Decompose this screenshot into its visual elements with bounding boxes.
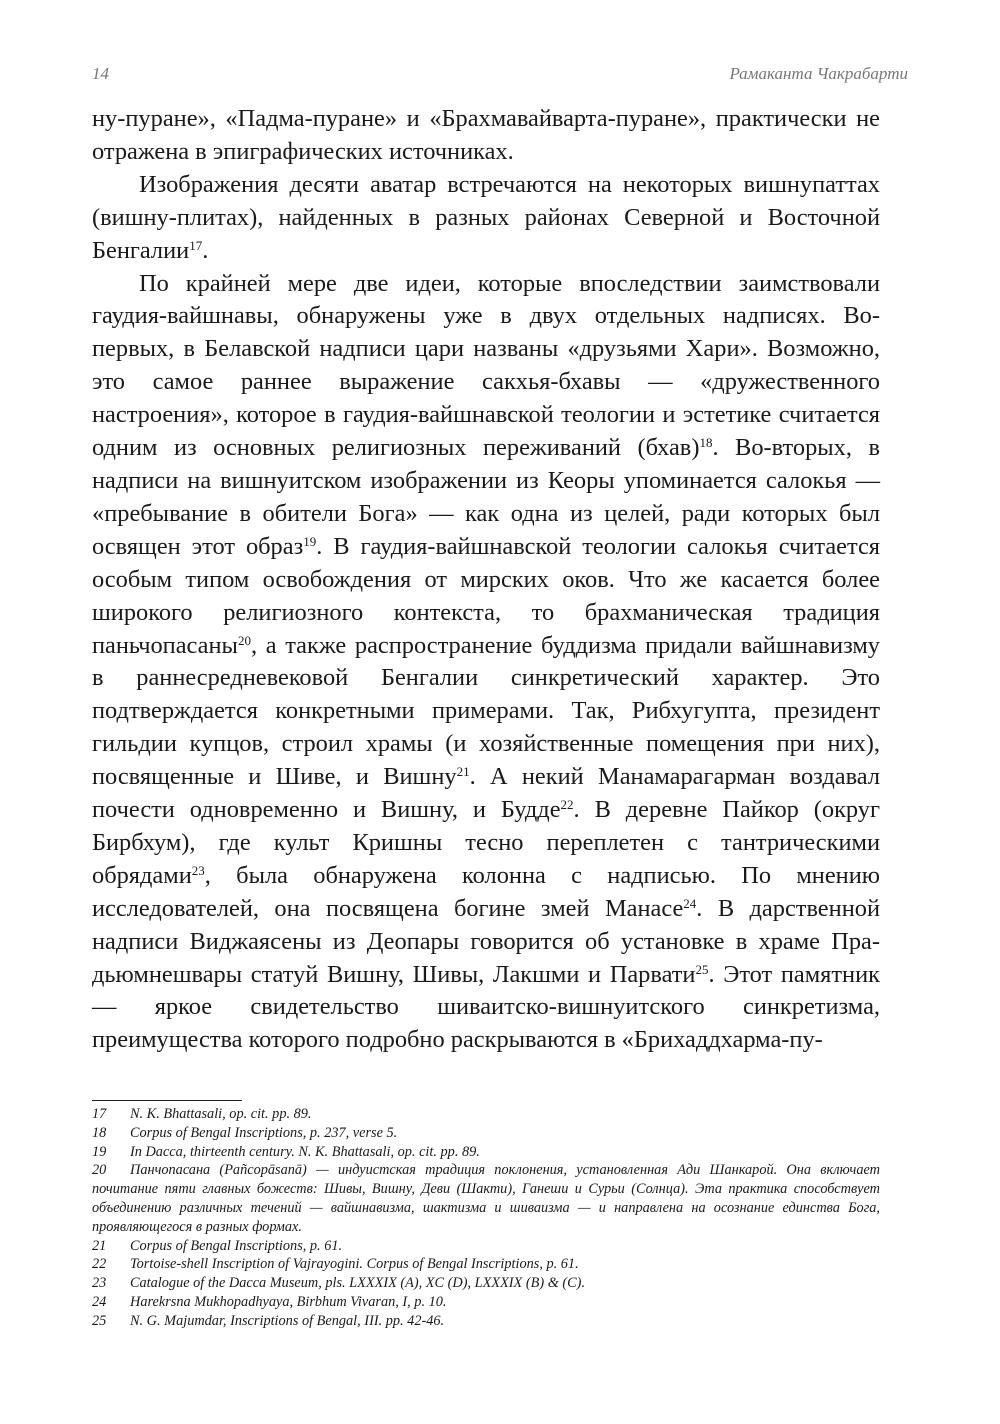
footnote (92, 1143, 880, 1162)
footnote-reference[interactable]: 19 (303, 533, 317, 549)
page-number: 14 (92, 64, 109, 83)
footnote-number: 18 (92, 1124, 107, 1141)
paragraph-text: . Этот памятник — яркое свидетельство шиваитско-вишнуитского синкретизма, преимущества которого подробно раскрываются в «Брихаддхарма-пу- (92, 960, 880, 1054)
paragraph (92, 169, 880, 268)
footnote-reference[interactable]: 25 (695, 961, 709, 977)
footnote-reference[interactable]: 22 (560, 796, 574, 812)
footnote-text: Corpus of Bengal Inscriptions, p. 237, verse 5. (130, 1124, 398, 1141)
paragraph-text: , а также распространение буддизма придали вайшнавизму в раннесредневековой Бенгалии синкретический характер. Это подтверждается конкретными примерами. Так, Рибхугупта, президент гильдии купцов, строил храмы (и хозяйственные помещения при них), посвященные и Шиве, и Вишну (92, 631, 880, 791)
footnote-separator (92, 1100, 242, 1101)
footnote-number: 20 (92, 1162, 107, 1179)
footnote-text: N. G. Majumdar, Inscriptions of Bengal, III. pp. 42-46. (130, 1312, 445, 1329)
footnote-reference[interactable]: 17 (189, 237, 203, 253)
footnote (92, 1124, 880, 1143)
footnote-text: Панчопасана (Pañcopāsanā) — индуистская традиция поклонения, установленная Ади Шанкарой. Она включает почитание пяти главных божеств: Шивы, Вишну, Деви (Шакти), Ганеши и Сурьи (Солнца). Эта практика способствует объединению различных течений — вайшнавизма, шактизма и шиваизма — и направлена на осознание единства Бога, проявляющегося в разных формах. (92, 1162, 880, 1235)
footnote-text: In Dacca, thirteenth century. N. K. Bhattasali, op. cit. pp. 89. (130, 1143, 480, 1160)
footnote-reference[interactable]: 20 (237, 632, 251, 648)
paragraph-text: . В дарственной надписи Виджаясены из Деопары говорится об установке в храме Прадьюмнешвары статуй Вишну, Шивы, Лакшми и Парвати (92, 894, 880, 988)
paragraph-text: , была обнаружена колонна с надписью. По мнению исследователей, она посвящена богине змей Манасе (92, 861, 880, 922)
footnote (92, 1161, 880, 1236)
paragraph-text: . (202, 236, 209, 264)
running-head-author: Рамаканта Чакрабарти (729, 64, 908, 83)
footnote-number: 19 (92, 1143, 107, 1160)
footnote-reference[interactable]: 24 (683, 895, 697, 911)
paragraph-text: . Во-вторых, в надписи на вишнуитском изображении из Кеоры упоминается салокья — «пребывание в обители Бога» — как одна из целей, ради которых был освящен этот образ (92, 434, 880, 560)
paragraph (92, 268, 880, 1058)
footnote-reference[interactable]: 23 (191, 862, 205, 878)
footnote (92, 1105, 880, 1124)
main-text (92, 103, 880, 1057)
footnotes (92, 1105, 880, 1331)
footnote-number: 25 (92, 1312, 107, 1329)
footnote-number: 22 (92, 1256, 107, 1273)
paragraph-text: ну-пуране», «Падма-пуране» и «Брахмавайварта-пуране», практически не отражена в эпиграфических источниках. (92, 105, 880, 165)
paragraph (92, 103, 880, 169)
paragraph-text: . В деревне Пайкор (округ Бирбхум), где культ Кришны тесно переплетен с тантрическими обрядами (92, 796, 880, 889)
paragraph-text: По крайней мере две идеи, которые впоследствии заимствовали гаудия-вайшнавы, обнаружены уже в двух отдельных надписях. Во-первых, в Белавской надписи цари названы «друзьями Хари». Возможно, это самое раннее выражение сакхья-бхавы — «дружественного настроения», которое в гаудия-вайшнавской теологии и эстетике считается одним из основных религиозных переживаний (бхав) (92, 269, 880, 462)
running-header (92, 64, 908, 88)
footnote (92, 1274, 880, 1293)
footnote (92, 1255, 880, 1274)
footnote-text: Corpus of Bengal Inscriptions, p. 61. (130, 1237, 343, 1254)
footnote-number: 24 (92, 1293, 107, 1310)
paragraph-text: Изображения десяти аватар встречаются на некоторых вишнупаттах (вишну-плитах), найденных в разных районах Северной и Восточной Бенгалии (92, 170, 880, 264)
footnote-reference[interactable]: 18 (699, 435, 713, 451)
paragraph-text: . А некий Манамарагарман воздавал почести одновременно и Вишну, и Будде (92, 763, 880, 824)
footnote-number: 17 (92, 1106, 107, 1122)
footnote-number: 23 (92, 1275, 107, 1292)
footnote-text: Tortoise-shell Inscription of Vajrayogini. Corpus of Bengal Inscriptions, p. 61. (130, 1256, 579, 1273)
footnote-number: 21 (92, 1237, 107, 1254)
footnote (92, 1237, 880, 1256)
footnote (92, 1293, 880, 1312)
footnote-text: N. K. Bhattasali, op. cit. pp. 89. (130, 1106, 312, 1122)
footnote (92, 1312, 880, 1331)
footnote-text: Harekrsna Mukhopadhyaya, Birbhum Vivaran, I, p. 10. (130, 1293, 447, 1310)
paragraph-text: . В гаудия-вайшнавской теологии салокья считается особым типом освобождения от мирских оков. Что же касается более широкого религиозного контекста, то брахманическая традиция паньчопасаны (92, 532, 880, 659)
footnote-reference[interactable]: 21 (456, 764, 470, 780)
footnote-text: Catalogue of the Dacca Museum, pls. LXXXIX (A), XC (D), LXXXIX (B) & (C). (130, 1275, 586, 1292)
